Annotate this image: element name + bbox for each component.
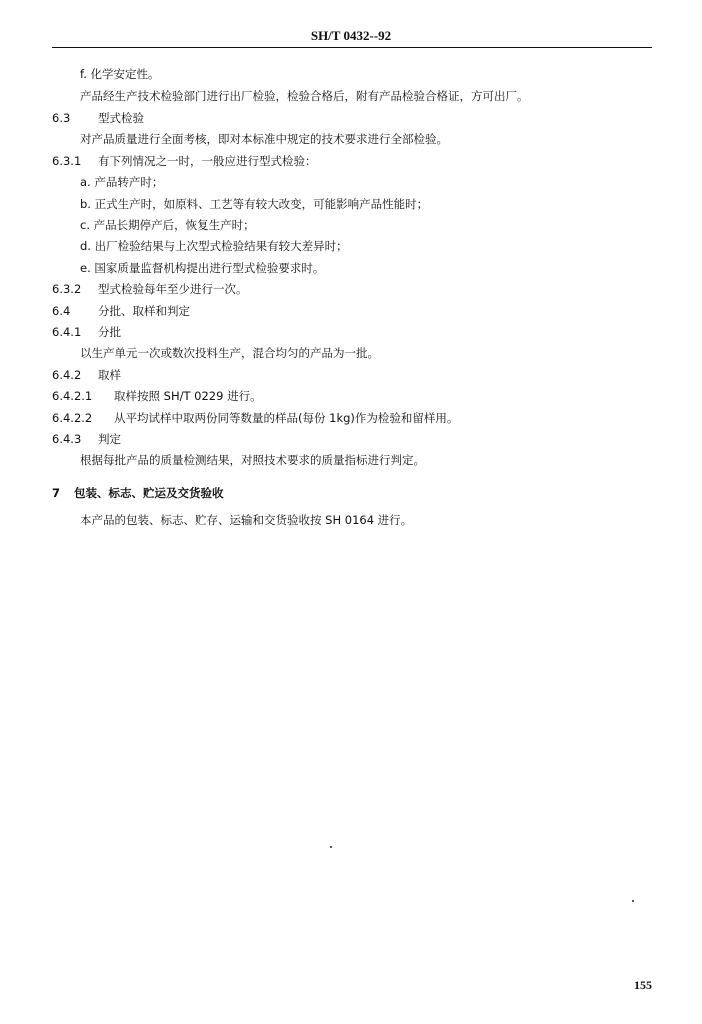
clause-text: 分批 <box>98 325 121 339</box>
clause-6-3-2 <box>52 281 248 297</box>
section-number: 6.3.1 <box>52 154 82 168</box>
clause-6-4-3 <box>52 431 121 447</box>
paragraph-type-inspection <box>80 131 448 147</box>
section-number: 6.3.2 <box>52 282 82 296</box>
clause-text: 取样按照 SH/T 0229 进行。 <box>114 389 262 403</box>
standard-code-header: SH/T 0432--92 <box>310 28 392 43</box>
line-text: 根据每批产品的质量检测结果，对照技术要求的质量指标进行判定。 <box>80 453 425 467</box>
section-number: 7 <box>52 486 61 500</box>
scan-speck <box>330 846 332 848</box>
list-item-text: e. 国家质量监督机构提出进行型式检验要求时。 <box>80 261 325 275</box>
clause-text: 从平均试样中取两份同等数量的样品(每份 1kg)作为检验和留样用。 <box>114 411 459 425</box>
section-number: 6.4.3 <box>52 432 82 446</box>
section-number: 6.4 <box>52 304 71 318</box>
line-text: 产品经生产技术检验部门进行出厂检验，检验合格后，附有产品检验合格证，方可出厂。 <box>80 89 529 103</box>
line-text: 对产品质量进行全面考核，即对本标准中规定的技术要求进行全部检验。 <box>80 132 448 146</box>
clause-text: 型式检验每年至少进行一次。 <box>98 282 248 296</box>
section-number: 6.4.2.2 <box>52 411 93 425</box>
section-title: 分批、取样和判定 <box>98 304 190 318</box>
list-item-b <box>80 196 428 212</box>
clause-6-4-2-2 <box>52 410 458 426</box>
paragraph-packaging <box>80 512 412 528</box>
line-text: 以生产单元一次或数次投料生产，混合均匀的产品为一批。 <box>80 346 379 360</box>
scan-speck <box>632 900 634 902</box>
section-number: 6.4.1 <box>52 325 82 339</box>
paragraph-batching <box>80 345 379 361</box>
list-item-d <box>80 238 348 254</box>
section-number: 6.3 <box>52 111 71 125</box>
clause-6-4-2 <box>52 367 121 383</box>
section-6-4-heading <box>52 303 190 319</box>
list-item-text: c. 产品长期停产后，恢复生产时； <box>80 218 255 232</box>
list-item-c <box>80 217 255 233</box>
list-item-e <box>80 260 324 276</box>
list-item-text: b. 正式生产时，如原料、工艺等有较大改变，可能影响产品性能时； <box>80 197 429 211</box>
list-item-text: a. 产品转产时； <box>80 175 164 189</box>
clause-6-4-1 <box>52 324 121 340</box>
page-number: 155 <box>634 978 652 992</box>
clause-text: 判定 <box>98 432 121 446</box>
list-item-a <box>80 174 163 190</box>
paragraph-judgement <box>80 452 425 468</box>
header-rule <box>52 47 652 48</box>
section-number: 6.4.2 <box>52 368 82 382</box>
paragraph-factory-inspection <box>80 88 529 104</box>
line-text: f. 化学安定性。 <box>80 67 160 81</box>
list-item-text: d. 出厂检验结果与上次型式检验结果有较大差异时； <box>80 239 348 253</box>
clause-6-3-1 <box>52 153 317 169</box>
line-f <box>80 66 160 82</box>
section-6-3-heading <box>52 110 144 126</box>
section-title: 型式检验 <box>98 111 144 125</box>
clause-text: 取样 <box>98 368 121 382</box>
clause-6-4-2-1 <box>52 388 262 404</box>
section-number: 6.4.2.1 <box>52 389 93 403</box>
section-7-heading <box>52 485 224 501</box>
section-title: 包装、标志、贮运及交货验收 <box>74 486 224 500</box>
clause-text: 有下列情况之一时，一般应进行型式检验： <box>98 154 317 168</box>
line-text: 本产品的包装、标志、贮存、运输和交货验收按 SH 0164 进行。 <box>80 513 413 527</box>
